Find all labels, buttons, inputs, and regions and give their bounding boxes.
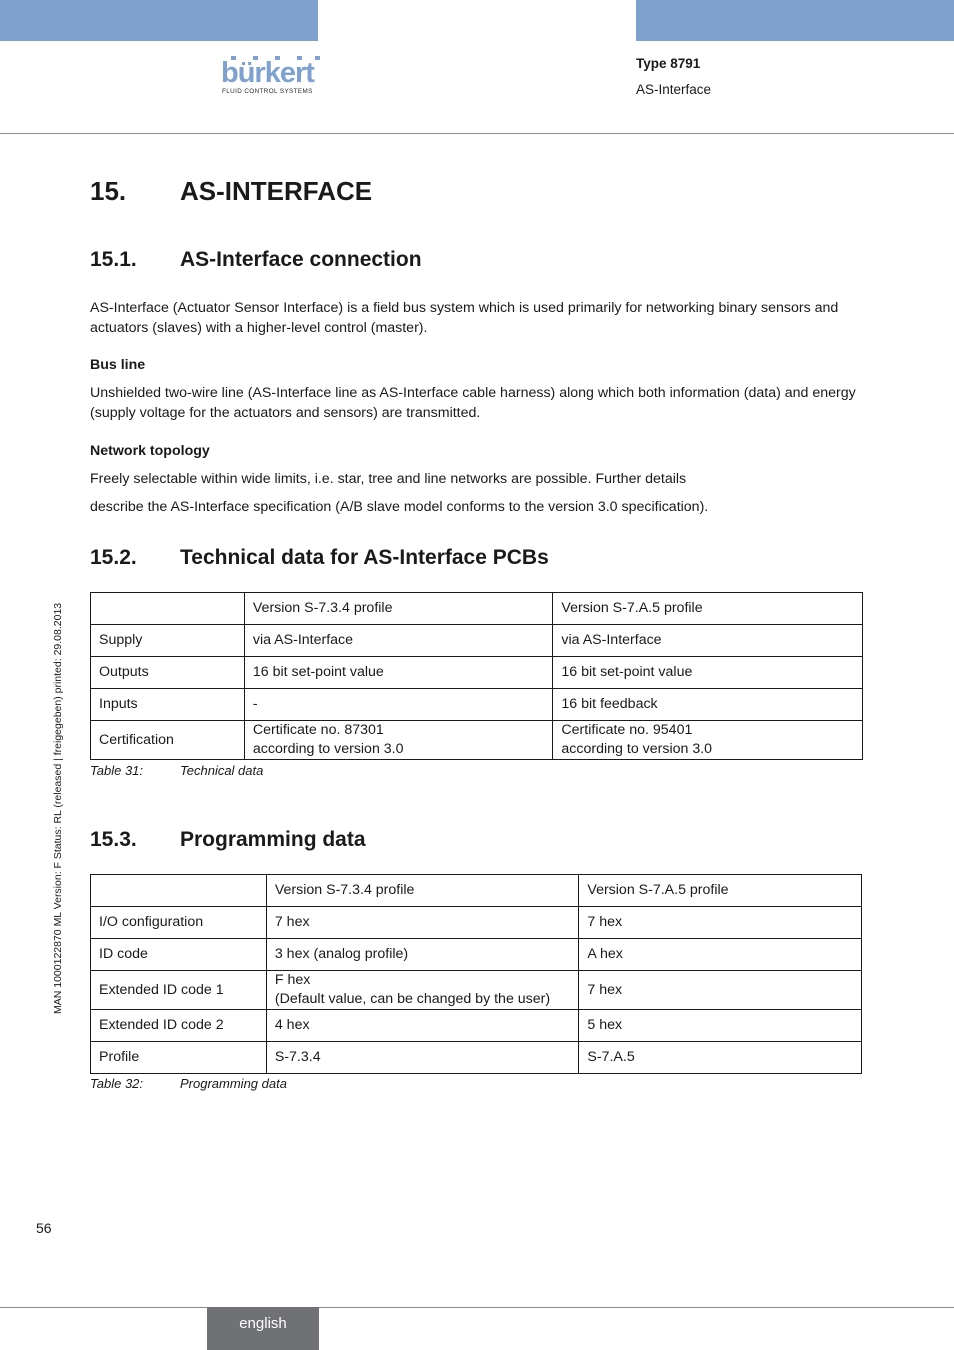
header-divider bbox=[0, 133, 954, 134]
table-header-row bbox=[91, 875, 862, 907]
table-cell: 16 bit feedback bbox=[553, 689, 863, 721]
table-header-cell: Version S-7.A.5 profile bbox=[579, 875, 862, 907]
table-header-cell: Version S-7.3.4 profile bbox=[266, 875, 579, 907]
section-heading-15-1 bbox=[90, 248, 422, 272]
table-cell bbox=[266, 971, 579, 1010]
table-cell: 16 bit set-point value bbox=[553, 657, 863, 689]
network-topology-heading: Network topology bbox=[90, 443, 210, 459]
intro-paragraph: AS-Interface (Actuator Sensor Interface) is a field bus system which is used primarily for networking binary sensors and actuators (slaves) with a higher-level control (master). bbox=[90, 300, 839, 336]
table-cell bbox=[244, 721, 553, 760]
header-type-label: Type 8791 bbox=[636, 56, 701, 71]
table-cell: 3 hex (analog profile) bbox=[266, 939, 579, 971]
chapter-number: 15. bbox=[90, 176, 127, 206]
section-title: Technical data for AS-Interface PCBs bbox=[180, 546, 549, 569]
table-header-cell bbox=[91, 593, 245, 625]
network-topology-paragraph-2: describe the AS-Interface specification (A/B slave model conforms to the version 3.0 specification). bbox=[90, 499, 709, 515]
section-number: 15.3. bbox=[90, 828, 137, 851]
table-cell: A hex bbox=[579, 939, 862, 971]
network-topology-paragraph-1: Freely selectable within wide limits, i.e. star, tree and line networks are possible. Further details bbox=[90, 471, 687, 487]
table-31-caption bbox=[90, 763, 263, 778]
table-cell: S-7.A.5 bbox=[579, 1042, 862, 1074]
section-title: AS-Interface connection bbox=[180, 248, 422, 271]
table-cell: 7 hex bbox=[579, 907, 862, 939]
table-cell: 4 hex bbox=[266, 1010, 579, 1042]
header-accent-bar-right bbox=[636, 0, 954, 41]
certificate-number: Certificate no. 87301 bbox=[252, 722, 384, 738]
table-header-row bbox=[91, 593, 863, 625]
table-cell: 7 hex bbox=[579, 971, 862, 1010]
table-header-cell: Version S-7.3.4 profile bbox=[244, 593, 553, 625]
table-cell: 7 hex bbox=[266, 907, 579, 939]
section-title: Programming data bbox=[180, 828, 366, 851]
table-cell: Extended ID code 1 bbox=[91, 971, 267, 1010]
table-cell bbox=[553, 721, 863, 760]
table-cell: Extended ID code 2 bbox=[91, 1010, 267, 1042]
table-row bbox=[91, 721, 863, 760]
programming-data-table bbox=[90, 874, 862, 1074]
table-row bbox=[91, 1010, 862, 1042]
caption-text: Technical data bbox=[180, 763, 264, 778]
table-cell: Inputs bbox=[91, 689, 245, 721]
table-cell: 5 hex bbox=[579, 1010, 862, 1042]
extended-id-value: F hex bbox=[274, 972, 311, 988]
bus-line-heading: Bus line bbox=[90, 357, 146, 373]
caption-number: Table 32: bbox=[90, 1076, 144, 1091]
table-row bbox=[91, 689, 863, 721]
chapter-heading bbox=[90, 176, 372, 207]
table-row bbox=[91, 625, 863, 657]
caption-text: Programming data bbox=[180, 1076, 287, 1091]
extended-id-note: (Default value, can be changed by the user) bbox=[274, 991, 551, 1007]
footer-divider bbox=[0, 1307, 954, 1308]
section-number: 15.1. bbox=[90, 248, 137, 271]
technical-data-table bbox=[90, 592, 863, 760]
caption-number: Table 31: bbox=[90, 763, 144, 778]
logo-wordmark: bürkert bbox=[221, 57, 314, 89]
document-status-note: MAN 1000122870 ML Version: F Status: RL (released | freigegeben) printed: 29.08.2013 bbox=[52, 602, 64, 1014]
section-heading-15-3 bbox=[90, 828, 366, 852]
certificate-number: Certificate no. 95401 bbox=[561, 722, 693, 738]
certificate-version-note: according to version 3.0 bbox=[252, 741, 404, 757]
table-row bbox=[91, 657, 863, 689]
header-section-label: AS-Interface bbox=[636, 82, 712, 97]
language-tab: english bbox=[207, 1307, 319, 1350]
table-cell: I/O configuration bbox=[91, 907, 267, 939]
bus-line-paragraph: Unshielded two-wire line (AS-Interface line as AS-Interface cable harness) along which both information (data) and energy (supply voltage for the actuators and sensors) are transmitted. bbox=[90, 385, 856, 421]
page-number: 56 bbox=[36, 1220, 52, 1236]
table-header-cell: Version S-7.A.5 profile bbox=[553, 593, 863, 625]
table-cell: via AS-Interface bbox=[244, 625, 553, 657]
certificate-version-note: according to version 3.0 bbox=[561, 741, 713, 757]
table-row bbox=[91, 907, 862, 939]
table-cell: Certification bbox=[91, 721, 245, 760]
logo-subtitle: FLUID CONTROL SYSTEMS bbox=[222, 88, 313, 95]
table-cell: Outputs bbox=[91, 657, 245, 689]
table-cell: Supply bbox=[91, 625, 245, 657]
table-row bbox=[91, 1042, 862, 1074]
table-row bbox=[91, 971, 862, 1010]
table-row bbox=[91, 939, 862, 971]
table-header-cell bbox=[91, 875, 267, 907]
table-cell: - bbox=[244, 689, 553, 721]
table-cell: S-7.3.4 bbox=[266, 1042, 579, 1074]
chapter-title: AS-INTERFACE bbox=[180, 176, 373, 206]
header-accent-bar-left bbox=[0, 0, 318, 41]
table-cell: ID code bbox=[91, 939, 267, 971]
table-cell: Profile bbox=[91, 1042, 267, 1074]
section-heading-15-2 bbox=[90, 546, 549, 570]
table-32-caption bbox=[90, 1076, 287, 1091]
section-number: 15.2. bbox=[90, 546, 137, 569]
table-cell: via AS-Interface bbox=[553, 625, 863, 657]
table-cell: 16 bit set-point value bbox=[244, 657, 553, 689]
